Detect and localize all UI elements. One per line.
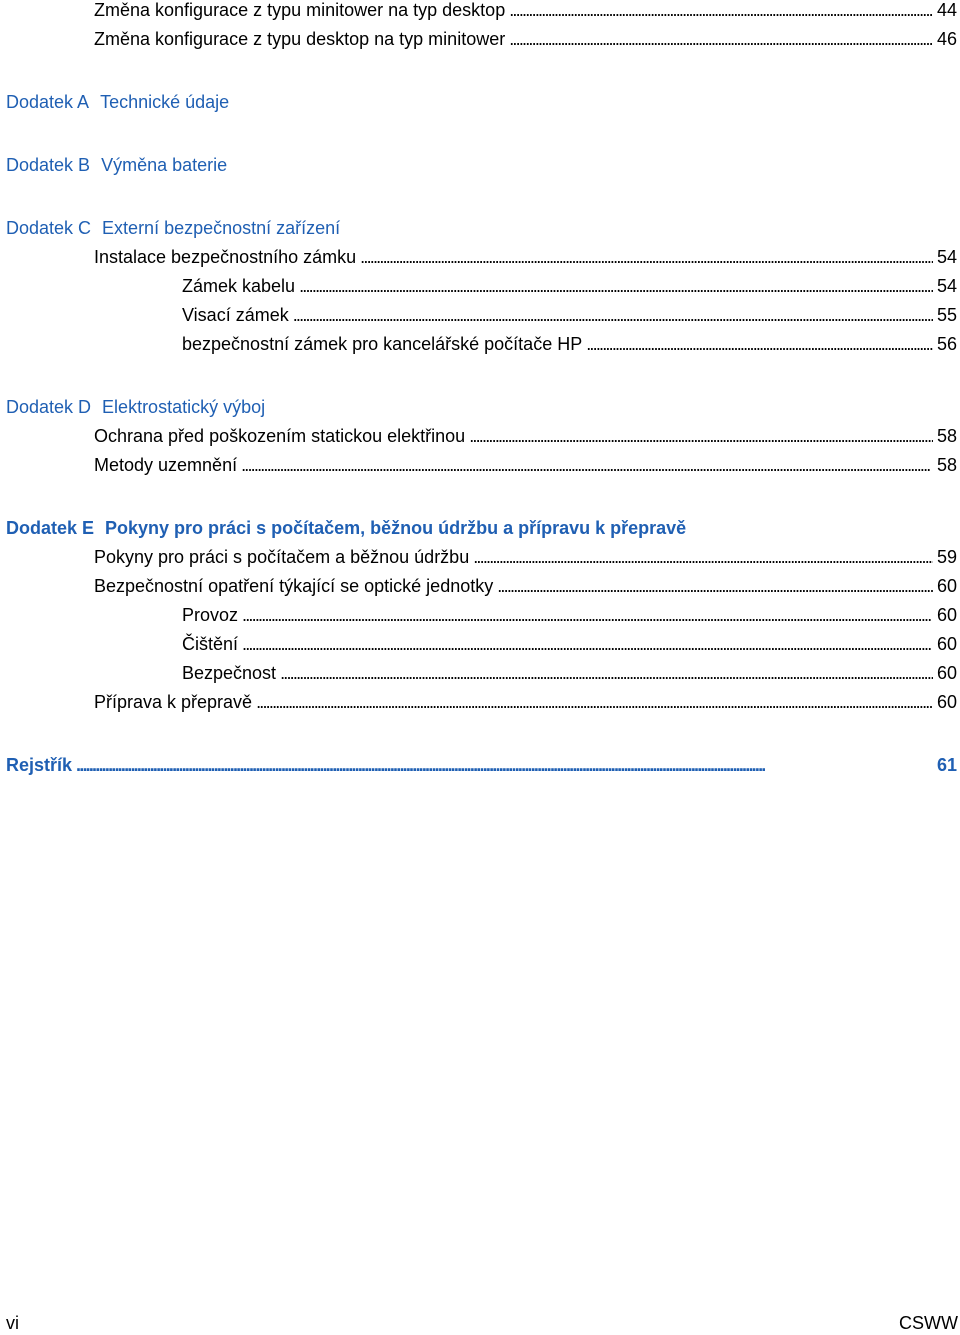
appendix-title: Technické údaje (100, 92, 230, 112)
appendix-prefix: Dodatek E (6, 518, 95, 538)
appendix-title: Elektrostatický výboj (102, 397, 266, 417)
toc-entry[interactable] (94, 545, 957, 569)
toc-entry[interactable] (182, 332, 957, 356)
dot-leader (256, 690, 933, 714)
toc-entry-label: Instalace bezpečnostního zámku (94, 247, 357, 267)
appendix-c-heading[interactable] (6, 216, 340, 240)
toc-entry[interactable] (182, 632, 957, 656)
toc-entry-page: 60 (936, 692, 957, 712)
appendix-e-heading[interactable] (6, 516, 686, 540)
toc-entry-page: 60 (936, 605, 957, 625)
toc-entry-label: Provoz (182, 605, 239, 625)
toc-entry-label: Visací zámek (182, 305, 289, 325)
index-entry[interactable] (6, 753, 957, 777)
dot-leader (280, 661, 933, 685)
toc-entry-page: 59 (936, 547, 957, 567)
toc-entry[interactable] (94, 424, 957, 448)
toc-entry-label: Metody uzemnění (94, 455, 238, 475)
appendix-prefix: Dodatek D (6, 397, 92, 417)
toc-entry[interactable] (182, 274, 957, 298)
appendix-a-heading[interactable] (6, 90, 229, 114)
footer-page-number: vi (6, 1313, 19, 1333)
footer-code: CSWW (899, 1313, 958, 1333)
toc-entry-page: 60 (936, 634, 957, 654)
toc-entry-label: bezpečnostní zámek pro kancelářské počítače HP (182, 334, 583, 354)
index-page: 61 (936, 755, 957, 775)
dot-leader (473, 545, 933, 569)
toc-entry-label: Změna konfigurace z typu minitower na typ desktop (94, 0, 506, 20)
toc-entry-label: Příprava k přepravě (94, 692, 253, 712)
appendix-title: Výměna baterie (101, 155, 228, 175)
toc-entry-page: 56 (936, 334, 957, 354)
toc-entry-label: Ochrana před poškozením statickou elektřinou (94, 426, 466, 446)
toc-entry-page: 60 (936, 576, 957, 596)
toc-entry-page: 54 (936, 247, 957, 267)
toc-entry-label: Zámek kabelu (182, 276, 296, 296)
appendix-prefix: Dodatek B (6, 155, 91, 175)
toc-entry[interactable] (182, 303, 957, 327)
dot-leader (242, 632, 933, 656)
dot-leader (497, 574, 933, 598)
toc-entry-page: 58 (936, 426, 957, 446)
appendix-title: Pokyny pro práci s počítačem, běžnou údržbu a přípravu k přepravě (105, 518, 687, 538)
appendix-prefix: Dodatek C (6, 218, 92, 238)
toc-entry[interactable] (182, 661, 957, 685)
toc-entry-page: 44 (936, 0, 957, 20)
dot-leader (241, 453, 933, 477)
dot-leader (293, 303, 933, 327)
dot-leader (469, 424, 933, 448)
dot-leader (360, 245, 933, 269)
dot-leader (509, 0, 933, 22)
dot-leader (509, 27, 933, 51)
toc-entry-label: Změna konfigurace z typu desktop na typ minitower (94, 29, 506, 49)
toc-entry-page: 55 (936, 305, 957, 325)
appendix-title: Externí bezpečnostní zařízení (102, 218, 341, 238)
toc-entry-page: 46 (936, 29, 957, 49)
appendix-prefix: Dodatek A (6, 92, 90, 112)
toc-entry[interactable] (94, 574, 957, 598)
toc-entry-label: Bezpečnost (182, 663, 277, 683)
toc-entry-page: 60 (936, 663, 957, 683)
toc-entry[interactable] (94, 690, 957, 714)
dot-leader (299, 274, 933, 298)
index-label: Rejstřík (6, 755, 73, 775)
dot-leader (76, 753, 933, 777)
dot-leader (586, 332, 933, 356)
toc-entry-label: Pokyny pro práci s počítačem a běžnou údržbu (94, 547, 470, 567)
toc-entry-page: 58 (936, 455, 957, 475)
toc-entry[interactable] (94, 27, 957, 51)
toc-entry[interactable] (94, 453, 957, 477)
toc-entry[interactable] (94, 245, 957, 269)
appendix-d-heading[interactable] (6, 395, 265, 419)
toc-entry-page: 54 (936, 276, 957, 296)
appendix-b-heading[interactable] (6, 153, 227, 177)
toc-entry-label: Bezpečnostní opatření týkající se optické jednotky (94, 576, 494, 596)
toc-entry-label: Čištění (182, 634, 239, 654)
toc-entry[interactable] (94, 0, 957, 22)
dot-leader (242, 603, 933, 627)
toc-entry[interactable] (182, 603, 957, 627)
